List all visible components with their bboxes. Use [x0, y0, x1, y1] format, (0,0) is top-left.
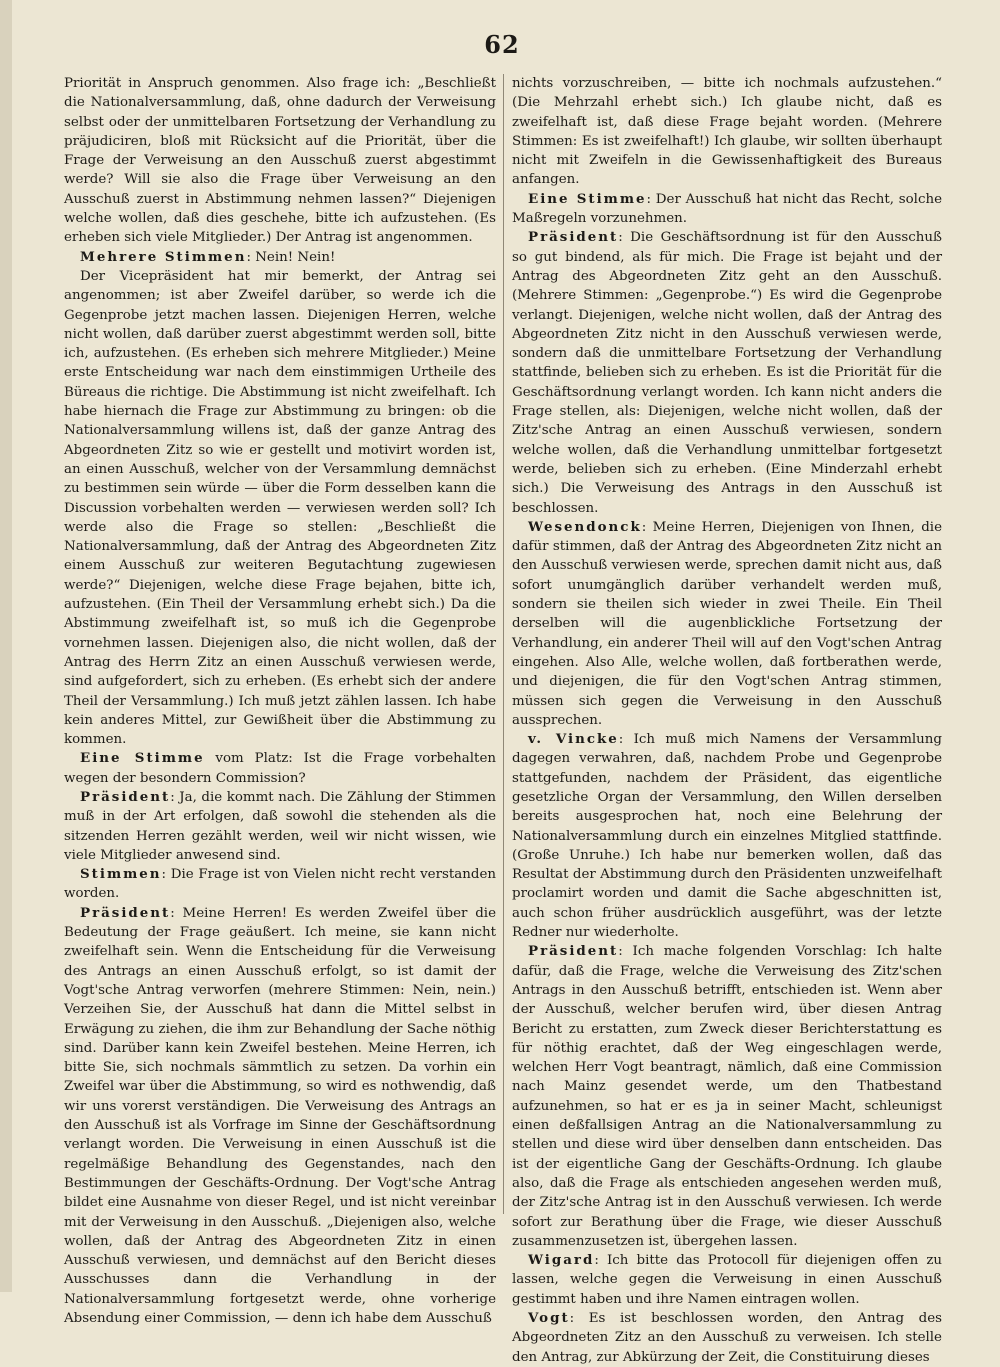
speaker-name: v. Vincke: [528, 731, 619, 748]
paragraph: Priorität in Anspruch genommen. Also frage ich: „Beschließt die Nationalversammlung, daß, ohne dadurch der Verweisung selbst oder der unmittelbaren Fortsetzung der Verhandlung zu präjudiciren, bloß mit Rücksicht auf die Priorität, über die Frage der Verweisung an den Ausschuß zuerst abgestimmt werde? Will sie also die Frage über Verweisung an den Ausschuß zuerst in Abstimmung nehmen lassen?“ Diejenigen welche wollen, daß dies geschehe, bitte ich aufzustehen. (Es erheben sich viele Mitglieder.) Der Antrag ist angenommen.: [64, 76, 496, 246]
speaker-name: Vogt: [528, 1310, 570, 1326]
speaker-name: Wesendonck: [528, 518, 642, 535]
paragraph: Wesendonck: Meine Herren, Diejenigen von Ihnen, die dafür stimmen, daß der Antrag des Abgeordneten Zitz nicht an den Ausschuß verwiesen werde, sprechen damit nicht aus, daß sofort unumgänglich darüber verhandelt werden muß, sondern sie theilen sich wieder in zwei Theile. Ein Theil derselben will die augenblickliche Fortsetzung der Verhandlung, ein anderer Theil will auf den Vogt'schen Antrag eingehen. Also Alle, welche wollen, daß fortberathen werde, und diejenigen, die für den Vogt'schen Antrag stimmen, müssen sich gegen die Verweisung in den Ausschuß aussprechen.: [512, 518, 942, 728]
speaker-name: Präsident: [80, 904, 171, 921]
paragraph: Präsident: Ja, die kommt nach. Die Zählung der Stimmen muß in der Art erfolgen, daß sowohl die stehenden als die sitzenden Herren gezählt werden, weil wir nicht wissen, wie viele Mitglieder anwesend sind.: [64, 788, 496, 863]
paragraph: Wigard: Ich bitte das Protocoll für diejenigen offen zu lassen, welche gegen die Verweisung in einen Ausschuß gestimmt haben und ihre Namen eintragen wollen.: [512, 1252, 942, 1307]
left-column: [64, 74, 496, 1328]
speaker-name: Präsident: [80, 788, 171, 805]
speaker-name: Mehrere Stimmen: [80, 248, 247, 265]
paragraph: Eine Stimme: Der Ausschuß hat nicht das Recht, solche Maßregeln vorzunehmen.: [512, 190, 942, 227]
page-edge-shadow: [0, 0, 12, 1292]
speaker-name: Wigard: [528, 1252, 595, 1269]
paragraph: v. Vincke: Ich muß mich Namens der Versammlung dagegen verwahren, daß, nachdem Probe und Gegenprobe stattgefunden, nachdem der Präsident, das eigentliche gesetzliche Organ der Versammlung, den Willen derselben bereits ausgesprochen hat, noch eine Belehrung der Nationalversammlung durch ein einzelnes Mitglied stattfinde. (Große Unruhe.) Ich habe nur bemerken wollen, daß das Resultat der Abstimmung durch den Präsidenten unzweifelhaft proclamirt worden und damit die Sache abgeschnitten ist, auch schon früher ausdrücklich ausgeführt, was der letzte Redner nur wiederholte.: [512, 731, 942, 941]
column-divider: [503, 74, 504, 1214]
speaker-name: Präsident: [528, 229, 619, 246]
paragraph: Vogt: Es ist beschlossen worden, den Antrag des Abgeordneten Zitz an den Ausschuß zu verweisen. Ich stelle den Antrag, zur Abkürzung der Zeit, die Constituirung dieses: [512, 1310, 942, 1365]
paragraph: Der Vicepräsident hat mir bemerkt, der Antrag sei angenommen; ist aber Zweifel darüber, so werde ich die Gegenprobe jetzt machen lassen. Diejenigen Herren, welche nicht wollen, daß darüber zuerst abgestimmt werden soll, bitte ich, aufzustehen. (Es erheben sich mehrere Mitglieder.) Meine erste Entscheidung war nach dem einstimmigen Urtheile des Büreaus die richtige. Die Abstimmung ist nicht zweifelhaft. Ich habe hiernach die Frage zur Abstimmung zu bringen: ob die Nationalversammlung willens ist, daß der ganze Antrag des Abgeordneten Zitz so wie er gestellt und motivirt worden ist, an einen Ausschuß, welcher von der Versammlung demnächst zu bestimmen sein würde — über die Form desselben kann die Discussion vorbehalten werden — verwiesen werden soll? Ich werde also die Frage so stellen: „Beschließt die Nationalversammlung, daß der Antrag des Abgeordneten Zitz einem Ausschuß zur weiteren Begutachtung zugewiesen werde?“ Diejenigen, welche diese Frage bejahen, bitte ich, aufzustehen. (Ein Theil der Versammlung erhebt sich.) Da die Abstimmung zweifelhaft ist, so muß ich die Gegenprobe vornehmen lassen. Diejenigen also, die nicht wollen, daß der Antrag des Herrn Zitz an einen Ausschuß verwiesen werde, sind aufgefordert, sich zu erheben. (Es erhebt sich der andere Theil der Versammlung.) Ich muß jetzt zählen lassen. Ich habe kein anderes Mittel, zur Gewißheit über die Abstimmung zu kommen.: [64, 268, 496, 748]
page-number: 62: [484, 30, 520, 59]
paragraph: Stimmen: Die Frage ist von Vielen nicht recht verstanden worden.: [64, 866, 496, 902]
paragraph: Präsident: Ich mache folgenden Vorschlag: Ich halte dafür, daß die Frage, welche die Verweisung des Zitz'schen Antrags in den Ausschuß betrifft, entschieden ist. Wenn aber der Ausschuß, welcher berufen wird, über diesen Antrag Bericht zu erstatten, zum Zweck dieser Berichterstattung es für nöthig erachtet, daß der Weg eingeschlagen werde, welchen Herr Vogt beantragt, nämlich, daß eine Commission nach Mainz gesendet werde, um den Thatbestand aufzunehmen, so hat er es ja in seiner Macht, schleunigst einen deßfallsigen Antrag an die Nationalversammlung zu stellen und diese wird über denselben dann entscheiden. Das ist der eigentliche Gang der Geschäfts-Ordnung. Ich glaube also, daß die Frage als entschieden angesehen werden muß, der Zitz'sche Antrag ist in den Ausschuß verwiesen. Ich werde sofort zur Berathung über die Frage, wie dieser Ausschuß zusammenzusetzen ist, übergehen lassen.: [512, 943, 942, 1249]
speaker-name: Stimmen: [80, 866, 162, 883]
paragraph: Präsident: Die Geschäftsordnung ist für den Ausschuß so gut bindend, als für mich. Die Frage ist bejaht und der Antrag des Abgeordneten Zitz geht an den Ausschuß. (Mehrere Stimmen: „Gegenprobe.“) Es wird die Gegenprobe verlangt. Diejenigen, welche nicht wollen, daß der Antrag des Abgeordneten Zitz nicht in den Ausschuß verwiesen werde, sondern daß die unmittelbare Fortsetzung der Verhandlung stattfinde, belieben sich zu erheben. Es ist die Priorität für die Geschäftsordnung verlangt worden. Ich kann nicht anders die Frage stellen, als: Diejenigen, welche nicht wollen, daß der Zitz'sche Antrag an einen Ausschuß verwiesen, sondern welche wollen, daß die Verhandlung unmittelbar fortgesetzt werde, belieben sich zu erheben. (Eine Minderzahl erhebt sich.) Die Verweisung des Antrags in den Ausschuß ist beschlossen.: [512, 229, 942, 516]
right-column: [512, 74, 942, 1367]
paragraph: Eine Stimme vom Platz: Ist die Frage vorbehalten wegen der besondern Commission?: [64, 750, 496, 786]
speaker-name: Eine Stimme: [528, 190, 647, 207]
speaker-name: Präsident: [528, 943, 619, 960]
paragraph: nichts vorzuschreiben, — bitte ich nochmals aufzustehen.“ (Die Mehrzahl erhebt sich.) Ich glaube nicht, daß es zweifelhaft ist, daß diese Frage bejaht worden. (Mehrere Stimmen: Es ist zweifelhaft!) Ich glaube, wir sollten überhaupt nicht mit Zweifeln in die Gewissenhaftigkeit des Bureaus anfangen.: [512, 76, 942, 188]
speaker-name: Eine Stimme: [80, 750, 205, 767]
paragraph: Präsident: Meine Herren! Es werden Zweifel über die Bedeutung der Frage geäußert. Ich meine, sie kann nicht zweifelhaft sein. Wenn die Entscheidung für die Verweisung des Antrags an einen Ausschuß erfolgt, so ist damit der Vogt'sche Antrag verworfen (mehrere Stimmen: Nein, nein.) Verzeihen Sie, der Ausschuß hat dann die Mittel selbst in Erwägung zu ziehen, die ihm zur Behandlung der Sache nöthig sind. Darüber kann kein Zweifel bestehen. Meine Herren, ich bitte Sie, sich nochmals sämmtlich zu setzen. Da vorhin ein Zweifel war über die Abstimmung, so wird es nothwendig, daß wir uns vorerst verständigen. Die Verweisung des Antrags an den Ausschuß ist als Vorfrage im Sinne der Geschäftsordnung verlangt worden. Die Verweisung in einen Ausschuß ist die regelmäßige Behandlung des Gegenstandes, nach den Bestimmungen der Geschäfts-Ordnung. Der Vogt'sche Antrag bildet eine Ausnahme von dieser Regel, und ist nicht vereinbar mit der Verweisung in den Ausschuß. „Diejenigen also, welche wollen, daß der Antrag des Abgeordneten Zitz in einen Ausschuß verwiesen, und demnächst auf den Bericht dieses Ausschusses dann die Verhandlung in der Nationalversammlung fortgesetzt werde, ohne vorherige Absendung einer Commission, — denn ich habe dem Ausschuß: [64, 904, 496, 1326]
paragraph: Mehrere Stimmen: Nein! Nein!: [80, 248, 336, 265]
